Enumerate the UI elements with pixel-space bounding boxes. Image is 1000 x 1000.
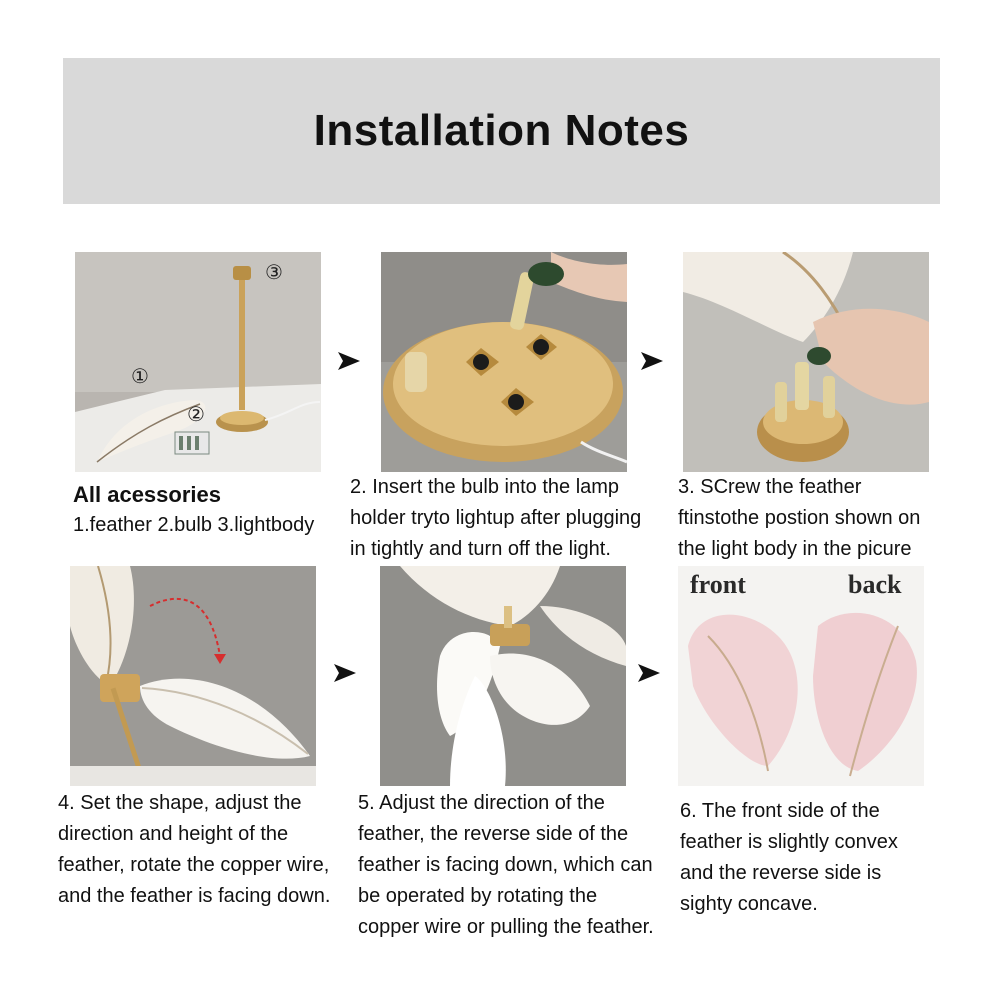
photo-mark-3: ③: [265, 262, 283, 284]
caption-line: in tightly and turn off the light.: [350, 538, 611, 560]
caption-line: 3. SCrew the feather: [678, 476, 862, 498]
caption-step-6: [680, 796, 898, 920]
caption-line: direction and height of the: [58, 823, 289, 845]
caption-line: feather, the reverse side of the: [358, 823, 629, 845]
photo-insert-bulb: [381, 252, 627, 472]
arrow-icon: [641, 352, 663, 370]
caption-line: the light body in the picure: [678, 538, 912, 560]
photo-mark-2: ②: [187, 404, 205, 426]
title-banner: [63, 58, 940, 204]
photo-front-back: [678, 566, 924, 786]
caption-line: and the feather is facing down.: [58, 885, 331, 907]
photo-screw-feather: [683, 252, 929, 472]
photo-accessories: [75, 252, 321, 472]
caption-step-1: [73, 479, 314, 541]
caption-line: 6. The front side of the: [680, 800, 880, 822]
caption-line: sighty concave.: [680, 893, 818, 915]
photo-mark-1: ①: [131, 366, 149, 388]
caption-line: feather is slightly convex: [680, 831, 898, 853]
arrow-icon: [334, 664, 356, 682]
caption-step-3: [678, 472, 920, 565]
photo-set-shape: [70, 566, 316, 786]
caption-line: and the reverse side is: [680, 862, 882, 884]
arrow-icon: [338, 352, 360, 370]
caption-step-4: [58, 788, 330, 912]
caption-line: holder tryto lightup after plugging: [350, 507, 642, 529]
caption-line: feather, rotate the copper wire,: [58, 854, 330, 876]
back-label: back: [848, 570, 902, 599]
caption-heading: All acessories: [73, 482, 221, 507]
caption-line: 2. Insert the bulb into the lamp: [350, 476, 620, 498]
caption-line: 1.feather 2.bulb 3.lightbody: [73, 514, 315, 536]
arrow-icon: [638, 664, 660, 682]
caption-step-2: [350, 472, 641, 565]
caption-line: 5. Adjust the direction of the: [358, 792, 605, 814]
caption-line: ftinstothe postion shown on: [678, 507, 921, 529]
caption-line: feather is facing down, which can: [358, 854, 653, 876]
front-label: front: [690, 570, 746, 599]
caption-line: be operated by rotating the: [358, 885, 598, 907]
page-title: Installation Notes: [313, 106, 690, 155]
caption-line: 4. Set the shape, adjust the: [58, 792, 302, 814]
caption-step-5: [358, 788, 654, 943]
photo-adjust-direction: [380, 566, 626, 786]
caption-line: copper wire or pulling the feather.: [358, 916, 654, 938]
